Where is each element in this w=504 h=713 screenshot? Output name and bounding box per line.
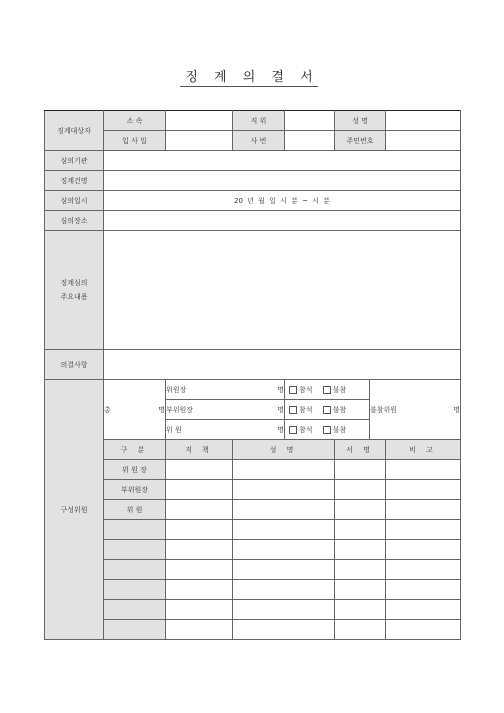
member-name-field[interactable] [233, 580, 335, 600]
main-content-field[interactable] [104, 231, 461, 350]
member-remarks-field[interactable] [386, 560, 461, 580]
member-remarks-field[interactable] [386, 620, 461, 640]
chair-count-cell[interactable] [166, 380, 285, 400]
name-label: 성 명 [335, 111, 386, 131]
member-row [45, 480, 461, 500]
member-role: 위 원 장 [104, 460, 166, 480]
member-title-field[interactable] [166, 540, 233, 560]
hire-date-field[interactable] [166, 131, 233, 151]
member-name-field[interactable] [233, 620, 335, 640]
total-count-cell[interactable] [104, 380, 166, 440]
member-role [104, 520, 166, 540]
member-remarks-field[interactable] [386, 520, 461, 540]
member-signature-field[interactable] [335, 480, 386, 500]
vice-chair-unit: 명 [277, 405, 284, 414]
case-name-label: 징계건명 [45, 171, 104, 191]
vice-chair-count-cell[interactable] [166, 400, 285, 420]
members-header-title: 직 책 [166, 440, 233, 460]
chair-present-checkbox[interactable]: 참석 [289, 386, 313, 394]
members-header-remarks: 비 고 [386, 440, 461, 460]
member-title-field[interactable] [166, 580, 233, 600]
member-unit: 명 [277, 425, 284, 434]
member-name-field[interactable] [233, 460, 335, 480]
case-name-field[interactable] [104, 171, 461, 191]
resolution-label: 의결사항 [45, 350, 104, 380]
affiliation-field[interactable] [166, 111, 233, 131]
resolution-field[interactable] [104, 350, 461, 380]
member-role [104, 580, 166, 600]
member-name-field[interactable] [233, 480, 335, 500]
member-signature-field[interactable] [335, 560, 386, 580]
hire-date-label: 입 사 일 [104, 131, 166, 151]
member-title-field[interactable] [166, 600, 233, 620]
member-name-field[interactable] [233, 540, 335, 560]
total-unit: 명 [158, 405, 165, 414]
member-remarks-field[interactable] [386, 500, 461, 520]
member-count-cell[interactable] [166, 420, 285, 440]
member-row [45, 500, 461, 520]
member-remarks-field[interactable] [386, 540, 461, 560]
checkbox-icon [289, 406, 297, 414]
member-remarks-field[interactable] [386, 480, 461, 500]
main-content-label [45, 231, 104, 350]
employee-no-label: 사 번 [233, 131, 285, 151]
vice-chair-present-checkbox[interactable]: 참석 [289, 406, 313, 414]
member-remarks-field[interactable] [386, 460, 461, 480]
members-section-label: 구성위원 [45, 380, 104, 640]
member-role [104, 540, 166, 560]
member-row [45, 560, 461, 580]
main-content-label-line1: 징계심의 [60, 279, 88, 287]
member-row [45, 580, 461, 600]
member-role [104, 620, 166, 640]
document-title: 징 계 의 결 서 [185, 70, 319, 85]
member-signature-field[interactable] [335, 540, 386, 560]
member-role: 위 원 [104, 500, 166, 520]
chair-attendance [285, 380, 370, 400]
total-label: 총 [104, 405, 111, 414]
main-content-label-line2: 주요내용 [60, 293, 88, 301]
member-signature-field[interactable] [335, 520, 386, 540]
absent-members-cell[interactable] [370, 380, 461, 440]
member-signature-field[interactable] [335, 500, 386, 520]
member-label: 위 원 [166, 425, 182, 434]
member-remarks-field[interactable] [386, 600, 461, 620]
place-label: 심의장소 [45, 211, 104, 231]
member-row [45, 600, 461, 620]
member-row [45, 620, 461, 640]
resident-no-field[interactable] [386, 131, 461, 151]
member-name-field[interactable] [233, 560, 335, 580]
member-title-field[interactable] [166, 620, 233, 640]
members-header-category: 구 분 [104, 440, 166, 460]
place-field[interactable] [104, 211, 461, 231]
member-title-field[interactable] [166, 500, 233, 520]
title-underline [180, 86, 318, 87]
vice-chair-absent-checkbox[interactable]: 불참 [323, 406, 347, 414]
member-remarks-field[interactable] [386, 580, 461, 600]
member-title-field[interactable] [166, 460, 233, 480]
chair-absent-checkbox[interactable]: 불참 [323, 386, 347, 394]
members-header-signature: 서 명 [335, 440, 386, 460]
committee-label: 심의기관 [45, 151, 104, 171]
checkbox-icon [323, 386, 331, 394]
member-role: 부위원장 [104, 480, 166, 500]
member-title-field[interactable] [166, 560, 233, 580]
employee-no-field[interactable] [285, 131, 335, 151]
chair-label: 위원장 [166, 385, 187, 394]
disciplinary-resolution-form [44, 110, 461, 640]
members-header-name: 성 명 [233, 440, 335, 460]
chair-unit: 명 [277, 385, 284, 394]
vice-chair-label: 부위원장 [166, 405, 194, 414]
absent-members-unit: 명 [453, 405, 460, 414]
member-title-field[interactable] [166, 480, 233, 500]
position-field[interactable] [285, 111, 335, 131]
member-attendance [285, 420, 370, 440]
member-row [45, 520, 461, 540]
position-label: 직 위 [233, 111, 285, 131]
checkbox-icon [289, 426, 297, 434]
checkbox-icon [323, 406, 331, 414]
checkbox-icon [323, 426, 331, 434]
member-title-field[interactable] [166, 520, 233, 540]
member-role [104, 600, 166, 620]
member-signature-field[interactable] [335, 580, 386, 600]
member-absent-checkbox[interactable]: 불참 [323, 426, 347, 434]
member-present-checkbox[interactable]: 참석 [289, 426, 313, 434]
member-name-field[interactable] [233, 600, 335, 620]
member-role [104, 560, 166, 580]
checkbox-icon [289, 386, 297, 394]
date-time-label: 심의일시 [45, 191, 104, 211]
affiliation-label: 소 속 [104, 111, 166, 131]
member-name-field[interactable] [233, 500, 335, 520]
member-signature-field[interactable] [335, 620, 386, 640]
member-signature-field[interactable] [335, 460, 386, 480]
vice-chair-attendance [285, 400, 370, 420]
committee-field[interactable] [104, 151, 461, 171]
member-row [45, 460, 461, 480]
member-row [45, 540, 461, 560]
date-time-field[interactable]: 20 년 월 일 시 분 ~ 시 분 [104, 191, 461, 211]
absent-members-label: 불참위원 [370, 405, 398, 414]
member-name-field[interactable] [233, 520, 335, 540]
name-field[interactable] [386, 111, 461, 131]
subject-header: 징계대상자 [45, 111, 104, 151]
resident-no-label: 주민번호 [335, 131, 386, 151]
member-signature-field[interactable] [335, 600, 386, 620]
